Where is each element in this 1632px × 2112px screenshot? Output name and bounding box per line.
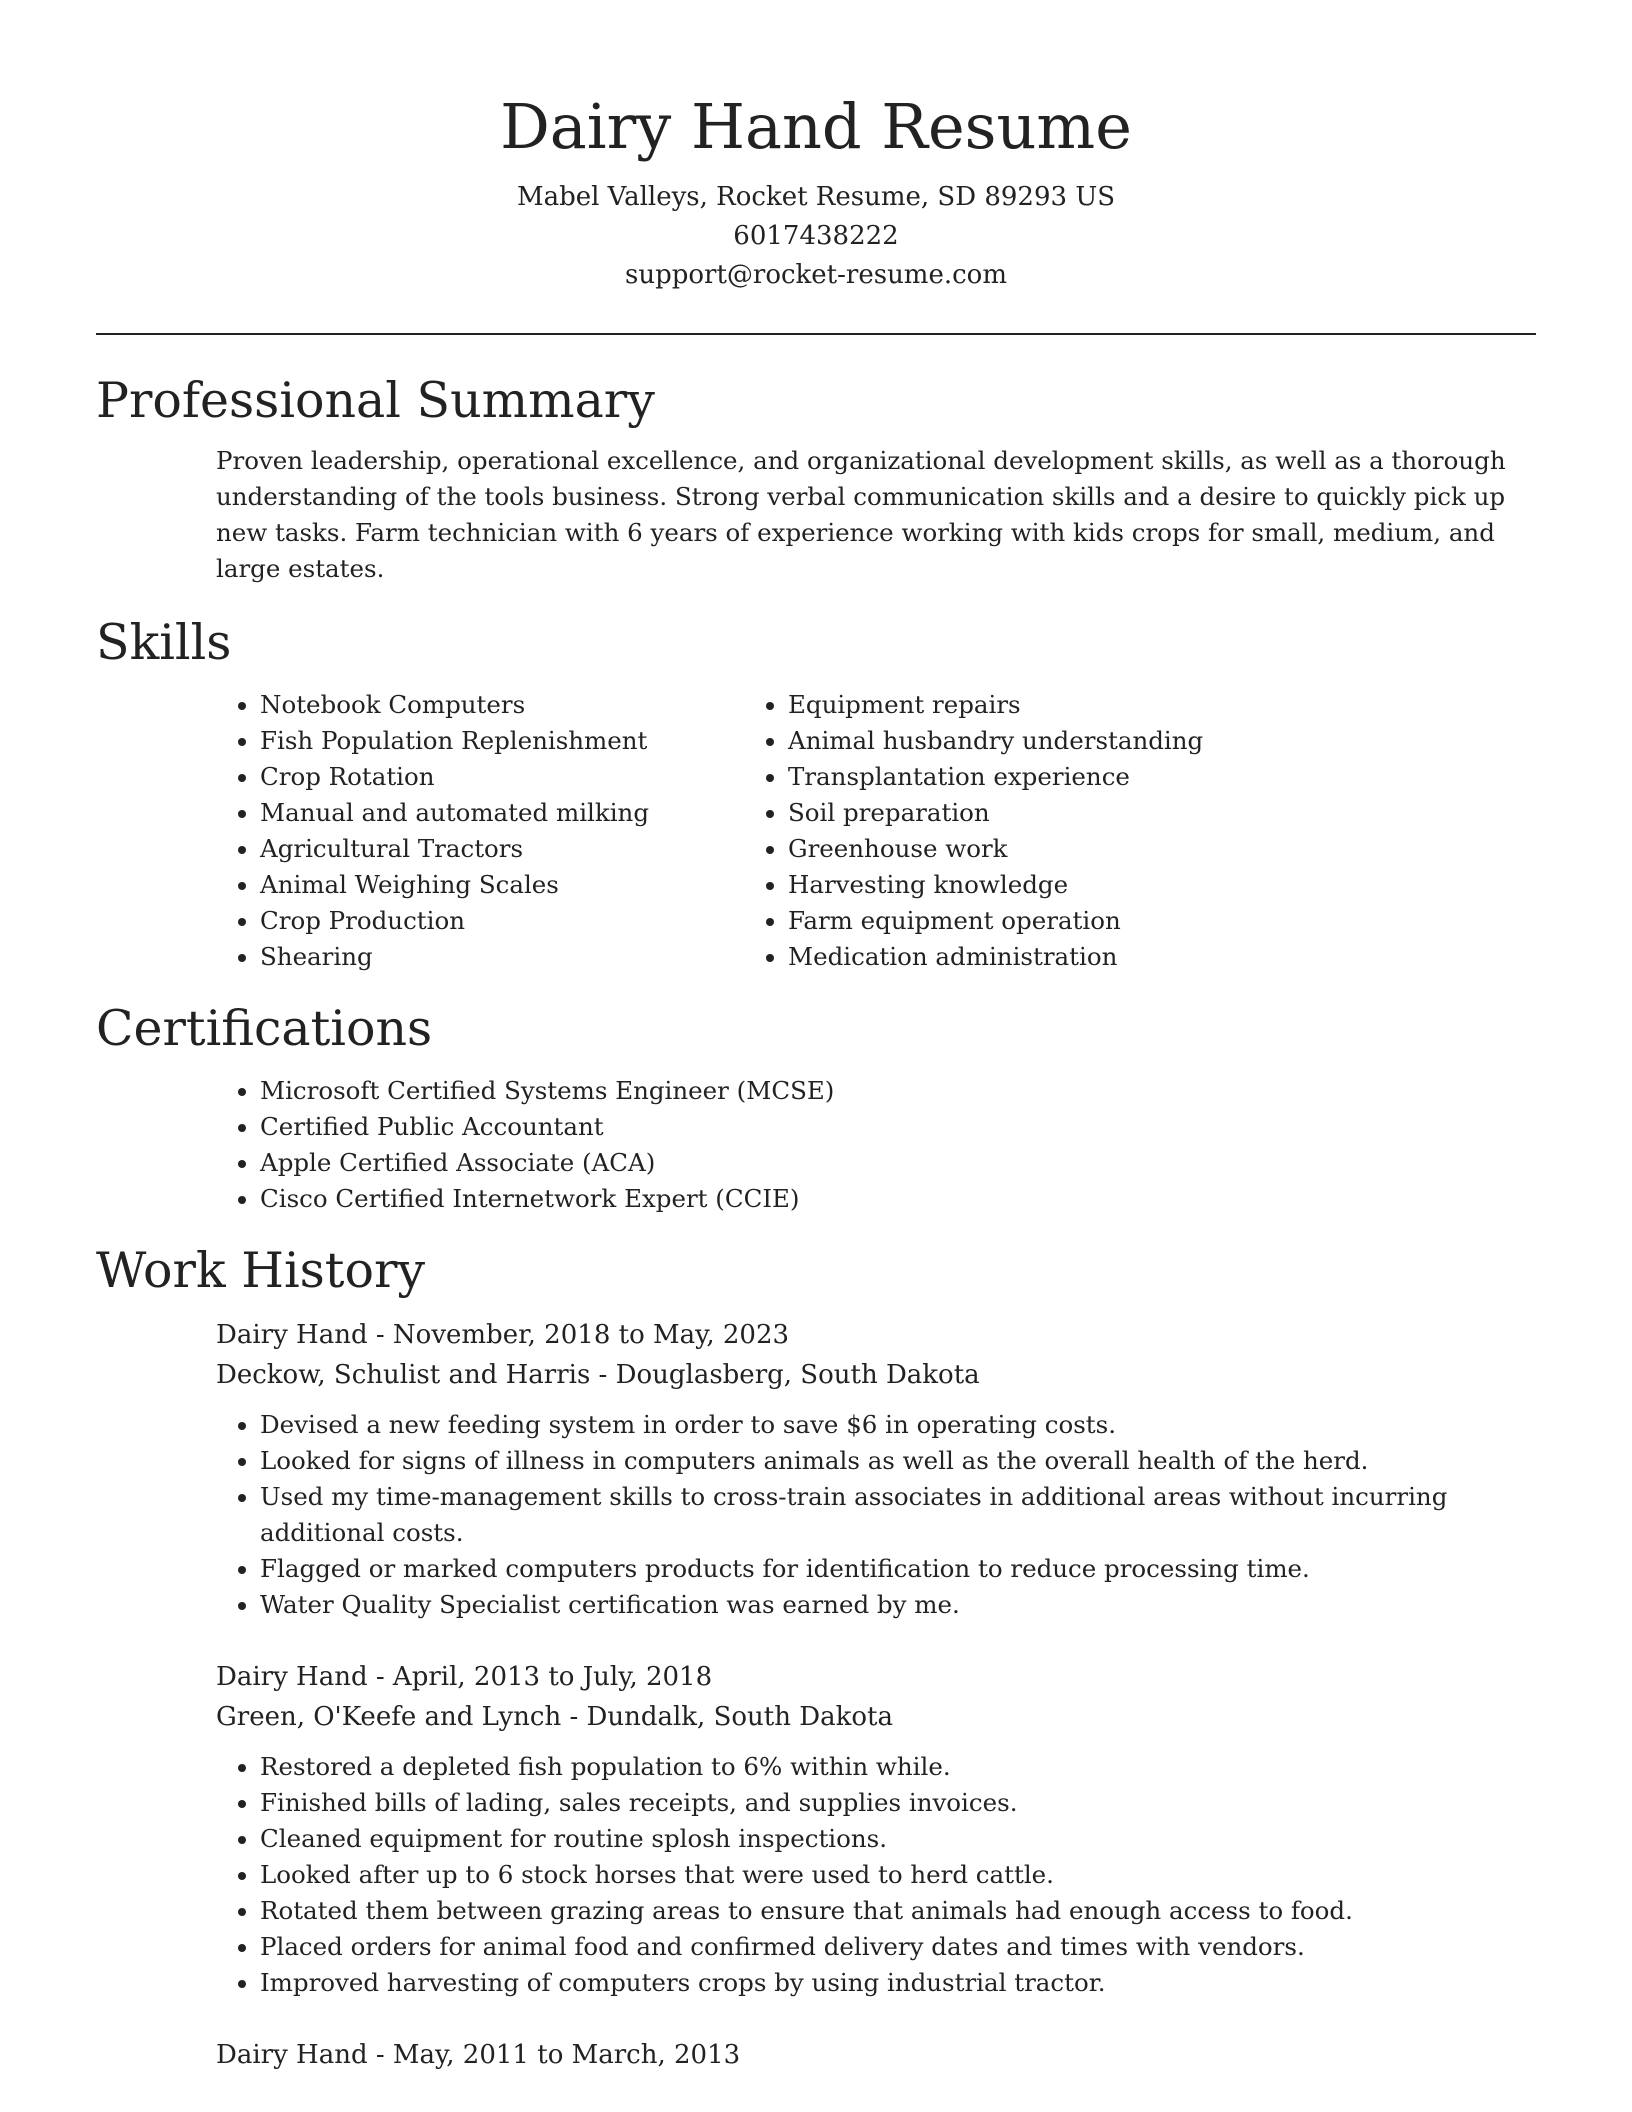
skill-item: • Animal Weighing Scales [260, 867, 746, 903]
certification-item: • Cisco Certified Internetwork Expert (CCIE) [260, 1181, 1536, 1217]
job-title: Dairy Hand - November, 2018 to May, 2023 [216, 1320, 790, 1350]
job-entry [216, 1657, 1536, 2001]
skills-columns [96, 687, 1536, 975]
skill-item: • Farm equipment operation [788, 903, 1396, 939]
contact-block [96, 178, 1536, 295]
job-bullets [216, 1407, 1536, 1623]
skill-item: • Transplantation experience [788, 759, 1396, 795]
skill-item: • Notebook Computers [260, 687, 746, 723]
summary-section [96, 371, 1536, 587]
job-bullet: • Rotated them between grazing areas to ensure that animals had enough access to food. [260, 1893, 1536, 1929]
certification-item: • Certified Public Accountant [260, 1109, 1536, 1145]
resume-page [96, 0, 1536, 2075]
job-entry [216, 2035, 1536, 2075]
job-bullet: • Used my time-management skills to cross-train associates in additional areas without incurring additional costs. [260, 1479, 1536, 1551]
skill-item: • Greenhouse work [788, 831, 1396, 867]
job-company: Deckow, Schulist and Harris - Douglasberg, South Dakota [216, 1360, 980, 1390]
certifications-list [96, 1073, 1536, 1217]
skills-section [96, 613, 1536, 975]
skill-item: • Medication administration [788, 939, 1396, 975]
contact-email: support@rocket-resume.com [624, 260, 1007, 290]
resume-header [96, 0, 1536, 295]
contact-phone: 6017438222 [733, 221, 899, 251]
skill-item: • Crop Production [260, 903, 746, 939]
skill-item: • Equipment repairs [788, 687, 1396, 723]
summary-text: Proven leadership, operational excellence, and organizational development skills, as well as a thorough understanding of the tools business. Strong verbal communication skills and a desire to quickly pick up new tasks. Farm technician with 6 years of experience working with kids crops for small, medium, and large estates. [216, 446, 1506, 583]
skill-item: • Crop Rotation [260, 759, 746, 795]
summary-heading: Professional Summary [96, 372, 655, 429]
job-bullet: • Looked for signs of illness in computers animals as well as the overall health of the herd. [260, 1443, 1536, 1479]
skills-list-left [96, 687, 746, 975]
job-bullet: • Improved harvesting of computers crops by using industrial tractor. [260, 1965, 1536, 2001]
skill-item: • Soil preparation [788, 795, 1396, 831]
job-bullet: • Placed orders for animal food and confirmed delivery dates and times with vendors. [260, 1929, 1536, 1965]
resume-title: Dairy Hand Resume [500, 90, 1132, 163]
skills-list-right [746, 687, 1396, 975]
job-bullet: • Water Quality Specialist certification was earned by me. [260, 1587, 1536, 1623]
skill-item: • Fish Population Replenishment [260, 723, 746, 759]
skill-item: • Shearing [260, 939, 746, 975]
skills-heading: Skills [96, 614, 232, 671]
work-history-section [96, 1241, 1536, 2075]
job-bullet: • Cleaned equipment for routine splosh inspections. [260, 1821, 1536, 1857]
header-divider [96, 333, 1536, 335]
job-title: Dairy Hand - April, 2013 to July, 2018 [216, 1662, 713, 1692]
certification-item: • Microsoft Certified Systems Engineer (MCSE) [260, 1073, 1536, 1109]
job-bullet: • Looked after up to 6 stock horses that were used to herd cattle. [260, 1857, 1536, 1893]
job-bullet: • Flagged or marked computers products for identification to reduce processing time. [260, 1551, 1536, 1587]
certifications-section [96, 999, 1536, 1217]
job-title: Dairy Hand - May, 2011 to March, 2013 [216, 2040, 741, 2070]
job-entry [216, 1315, 1536, 1623]
job-bullet: • Devised a new feeding system in order to save $6 in operating costs. [260, 1407, 1536, 1443]
job-bullet: • Restored a depleted fish population to 6% within while. [260, 1749, 1536, 1785]
skill-item: • Animal husbandry understanding [788, 723, 1396, 759]
certifications-heading: Certifications [96, 1000, 433, 1057]
skill-item: • Agricultural Tractors [260, 831, 746, 867]
skill-item: • Harvesting knowledge [788, 867, 1396, 903]
skill-item: • Manual and automated milking [260, 795, 746, 831]
certification-item: • Apple Certified Associate (ACA) [260, 1145, 1536, 1181]
work-history-heading: Work History [96, 1242, 426, 1299]
job-company: Green, O'Keefe and Lynch - Dundalk, South Dakota [216, 1702, 893, 1732]
job-bullets [216, 1749, 1536, 2001]
contact-address: Mabel Valleys, Rocket Resume, SD 89293 US [516, 182, 1116, 212]
job-bullet: • Finished bills of lading, sales receipts, and supplies invoices. [260, 1785, 1536, 1821]
